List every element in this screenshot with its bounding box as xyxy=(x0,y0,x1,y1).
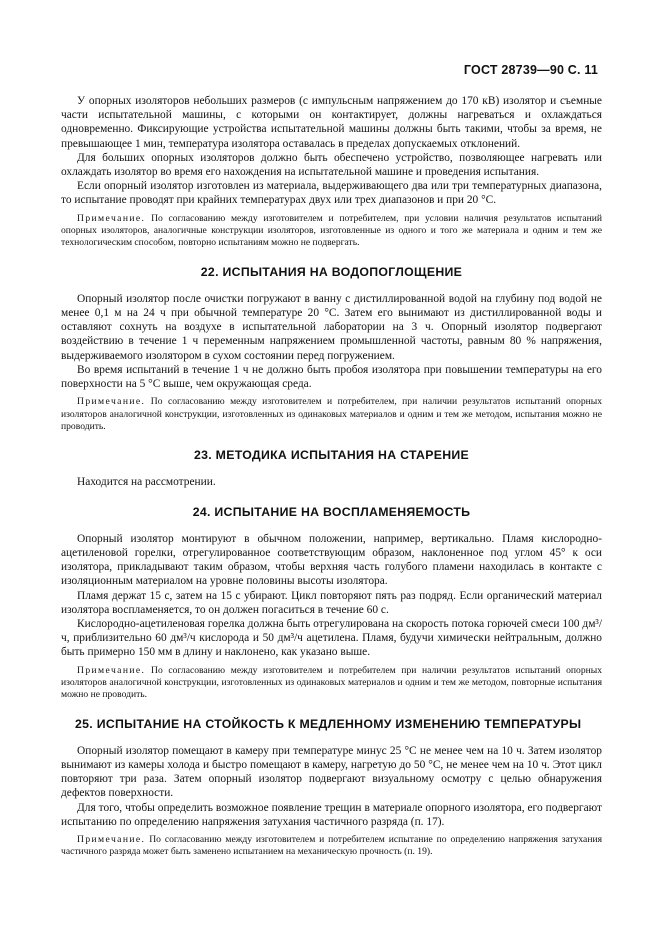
note-text: По согласованию между изготовителем и потребителем при наличии результатов испытаний опорных изоляторов аналогичной конструкции, изготовленных из одинаковых материалов и одним и тем же методом, повторные испытания можно не проводить. xyxy=(61,664,602,701)
paragraph: Во время испытаний в течение 1 ч не должно быть пробоя изолятора при повышении температуры на его поверхности на 5 °С выше, чем окружающая среда. xyxy=(61,363,602,391)
section-heading-25: 25. ИСПЫТАНИЕ НА СТОЙКОСТЬ К МЕДЛЕННОМУ ИЗМЕНЕНИЮ ТЕМПЕРАТУРЫ xyxy=(75,716,582,731)
section-heading-22: 22. ИСПЫТАНИЯ НА ВОДОПОГЛОЩЕНИЕ xyxy=(200,264,463,279)
note-label: Примечание. xyxy=(77,396,146,408)
paragraph: Кислородно-ацетиленовая горелка должна быть отрегулирована на скорость потока горючей смеси 100 дм³/ч, приблизительно 60 дм³/ч кислорода и 50 дм³/ч ацетилена. Пламя, будучи химически нейтральным, должно быть примерно 150 мм в длину и наклонено, как указано выше. xyxy=(61,617,602,659)
note-text: По согласованию между изготовителем и потребителем, при условии наличия результатов испытаний опорных изоляторов, аналогичные конструкции изоляторов, изготовленные из одного и того же материала и одним и тем же технологическим способом, повторно испытаниям можно не подвергать. xyxy=(61,212,602,249)
paragraph: Для того, чтобы определить возможное появление трещин в материале опорного изолятора, его подвергают испытанию по определению напряжения затухания частичного разряда (п. 17). xyxy=(61,801,602,828)
paragraph: Опорный изолятор монтируют в обычном положении, например, вертикально. Пламя кислородно-ацетиленовой горелки, отрегулированное соответствующим образом, наклоненное под углом 45° к оси изолятора, прикладывают таким образом, чтобы верхняя часть голубого пламени находилась в контакте с изоляционным материалом на уровне половины высоты изолятора. xyxy=(61,532,602,588)
note xyxy=(61,665,602,702)
note-label: Примечание. xyxy=(77,212,146,224)
note xyxy=(61,213,602,250)
note-label: Примечание. xyxy=(77,664,146,676)
paragraph: Опорный изолятор после очистки погружают в ванну с дистиллированной водой на глубину под водой не менее 0,1 м на 24 ч при обычной температуре 20 °С. Затем его вынимают из дистиллированной воды и оставляют сохнуть на воздухе в испытательной лаборатории на 3 ч. Опорный изолятор подвергают воздействию в течение 1 ч переменным напряжением промышленной частоты, равным 80 % напряжения, выдерживаемого изолятором в сухом состоянии перед погружением. xyxy=(61,292,602,362)
note-text: По согласованию между изготовителем и потребителем испытание по определению напряжения затухания частичного разряда может быть заменено испытанием на механическую прочность (п. 19). xyxy=(61,833,602,858)
paragraph: У опорных изоляторов небольших размеров (с импульсным напряжением до 170 кВ) изолятор и съемные части испытательной машины, с которыми он контактирует, должны нагреваться и охлаждаться одновременно. Фиксирующие устройства испытательной машины должны быть такими, чтобы за время, не превышающее 1 мин, температура изолятора оставалась в пределах допускаемых отклонений. xyxy=(61,95,602,150)
note xyxy=(61,396,602,433)
paragraph: Опорный изолятор помещают в камеру при температуре минус 25 °С не менее чем на 10 ч. Затем изолятор вынимают из камеры холода и быстро помещают в камеру, нагретую до 50 °С, не менее чем на 10 ч. Этот цикл повторяют три раза. Затем опорный изолятор подвергают визуальному осмотру с целью обнаружения дефектов поверхности. xyxy=(61,744,602,800)
paragraph: Находится на рассмотрении. xyxy=(77,476,216,489)
note xyxy=(61,834,602,859)
note-text: По согласованию между изготовителем и потребителем, при наличии результатов испытаний опорных изоляторов аналогичной конструкции, изготовленных из одинаковых материалов и одним и тем же методом, испытания можно не проводить. xyxy=(61,396,602,433)
section-heading-23: 23. МЕТОДИКА ИСПЫТАНИЯ НА СТАРЕНИЕ xyxy=(193,448,470,463)
paragraph: Для больших опорных изоляторов должно быть обеспечено устройство, позволяющее нагревать или охлаждать изолятор во время его нахождения на испытательной машине и проведения испытания. xyxy=(61,151,602,179)
section-heading-24: 24. ИСПЫТАНИЕ НА ВОСПЛАМЕНЯЕМОСТЬ xyxy=(192,504,471,519)
page-header: ГОСТ 28739—90 С. 11 xyxy=(463,63,598,77)
paragraph: Если опорный изолятор изготовлен из материала, выдерживающего два или три температурных диапазона, то испытание проводят при крайних температурах двух или трех диапазонов и при 20 °С. xyxy=(61,180,602,207)
paragraph: Пламя держат 15 с, затем на 15 с убирают. Цикл повторяют пять раз подряд. Если органический материал изолятора воспламеняется, то он должен погаситься в течение 60 с. xyxy=(61,589,602,616)
page-content xyxy=(61,94,602,859)
note-label: Примечание. xyxy=(77,833,146,845)
